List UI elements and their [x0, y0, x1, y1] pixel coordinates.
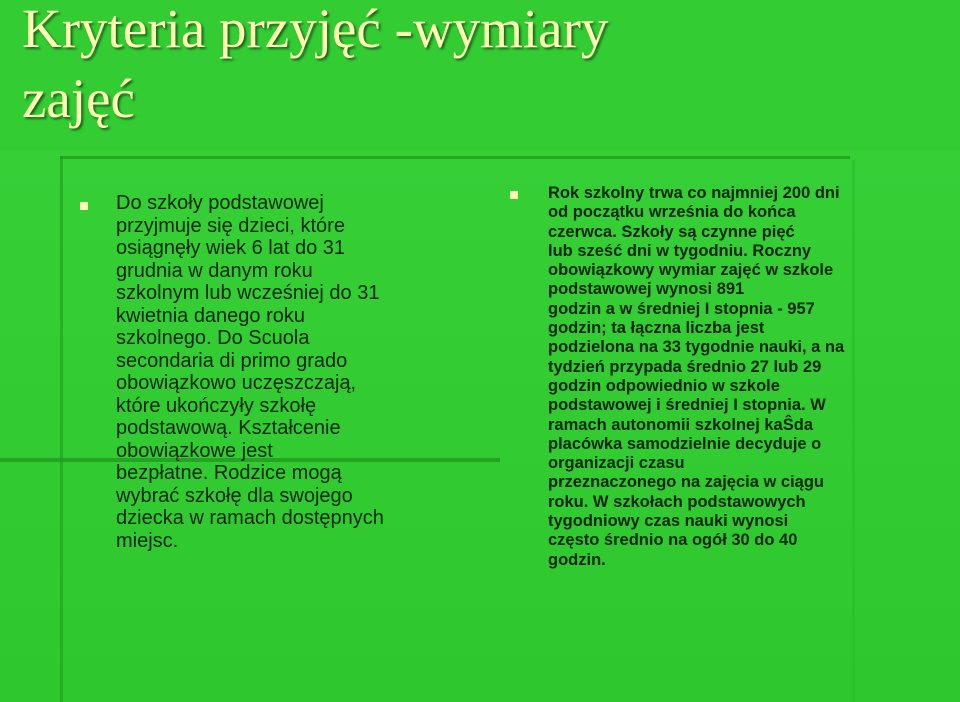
right-column [510, 184, 910, 570]
decorative-line-top [60, 156, 850, 159]
left-column-text: Do szkoły podstawowej przyjmuje się dzieci, które osiągnęły wiek 6 lat do 31 grudnia w danym roku szkolnym lub wcześniej do 31 kwietnia danego roku szkolnego. Do Scuola secondaria di primo grado obowiązkowo uczęszczają, które ukończyły szkołę podstawową. Kształcenie obowiązkowe jest bezpłatne. Rodzice mogą wybrać szkołę dla swojego dziecka w ramach dostępnych miejsc. [116, 192, 384, 552]
decorative-line-left [60, 156, 63, 702]
square-bullet-icon [510, 191, 518, 199]
square-bullet-icon [80, 202, 88, 210]
left-column [80, 192, 480, 552]
right-column-text: Rok szkolny trwa co najmniej 200 dni od początku września do końca czerwca. Szkoły są czynne pięć lub sześć dni w tygodniu. Roczny obowiązkowy wymiar zajęć w szkole podstawowej wynosi 891 godzin a w średniej I stopnia - 957 godzin; ta łączna liczba jest podzielona na 33 tygodnie nauki, a na tydzień przypada średnio 27 lub 29 godzin odpowiednio w szkole podstawowej i średniej I stopnia. W ramach autonomii szkolnej kaŜda placówka samodzielnie decyduje o organizacji czasu przeznaczonego na zajęcia w ciągu roku. W szkołach podstawowych tygodniowy czas nauki wynosi często średnio na ogół 30 do 40 godzin. [548, 184, 845, 569]
slide-title: Kryteria przyjęć -wymiary zajęć [22, 0, 609, 129]
